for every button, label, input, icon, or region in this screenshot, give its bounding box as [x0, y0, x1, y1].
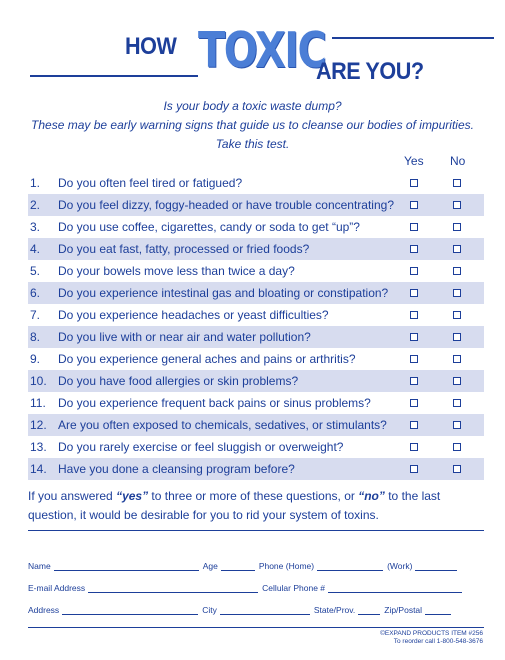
question-row — [28, 436, 484, 458]
question-row — [28, 216, 484, 238]
state-field[interactable] — [358, 605, 380, 615]
age-label: Age — [202, 561, 218, 571]
email-field[interactable] — [88, 583, 258, 593]
question-number: 13. — [30, 440, 47, 454]
age-field[interactable] — [221, 561, 255, 571]
question-text: Do you eat fast, fatty, processed or fried foods? — [58, 242, 310, 256]
yes-checkbox[interactable] — [410, 201, 418, 209]
yes-column-header: Yes — [404, 154, 424, 168]
no-checkbox[interactable] — [453, 179, 461, 187]
name-field[interactable] — [54, 561, 199, 571]
question-number: 14. — [30, 462, 47, 476]
no-checkbox[interactable] — [453, 465, 461, 473]
address-label: Address — [28, 605, 60, 615]
title-left-rule — [30, 75, 198, 77]
question-number: 3. — [30, 220, 41, 234]
yes-checkbox[interactable] — [410, 267, 418, 275]
work-phone-field[interactable] — [415, 561, 457, 571]
phone-home-field[interactable] — [317, 561, 383, 571]
form-bottom-divider — [28, 627, 484, 628]
conclusion-text-2: to three or more of these questions, or — [148, 489, 359, 503]
question-number: 12. — [30, 418, 47, 432]
yes-checkbox[interactable] — [410, 245, 418, 253]
question-row — [28, 458, 484, 480]
no-checkbox[interactable] — [453, 223, 461, 231]
question-row — [28, 282, 484, 304]
question-text: Do your bowels move less than twice a day? — [58, 264, 295, 278]
yes-checkbox[interactable] — [410, 465, 418, 473]
yes-checkbox[interactable] — [410, 333, 418, 341]
question-text: Do you experience intestinal gas and bloating or constipation? — [58, 286, 389, 300]
footer-reorder: To reorder call 1-800-548-3676 — [393, 638, 483, 645]
footer — [380, 630, 483, 646]
question-text: Are you often exposed to chemicals, sedatives, or stimulants? — [58, 418, 387, 432]
question-row — [28, 414, 484, 436]
no-checkbox[interactable] — [453, 267, 461, 275]
question-number: 1. — [30, 176, 41, 190]
question-row — [28, 326, 484, 348]
yes-checkbox[interactable] — [410, 421, 418, 429]
intro-line-1: Is your body a toxic waste dump? — [163, 99, 342, 113]
yes-checkbox[interactable] — [410, 311, 418, 319]
address-field[interactable] — [62, 605, 198, 615]
question-number: 2. — [30, 198, 41, 212]
question-number: 6. — [30, 286, 41, 300]
no-checkbox[interactable] — [453, 289, 461, 297]
work-phone-label: (Work) — [387, 561, 413, 571]
zip-label: Zip/Postal — [384, 605, 423, 615]
question-row — [28, 172, 484, 194]
name-label: Name — [28, 561, 51, 571]
yes-checkbox[interactable] — [410, 377, 418, 385]
no-checkbox[interactable] — [453, 245, 461, 253]
title-banner — [30, 22, 490, 88]
question-row — [28, 194, 484, 216]
conclusion-yes-word: “yes” — [116, 489, 149, 503]
question-text: Do you live with or near air and water pollution? — [58, 330, 311, 344]
no-checkbox[interactable] — [453, 399, 461, 407]
yes-checkbox[interactable] — [410, 289, 418, 297]
question-number: 7. — [30, 308, 41, 322]
title-word-toxic: TOXIC — [198, 22, 326, 79]
question-text: Do you experience general aches and pains or arthritis? — [58, 352, 356, 366]
yes-checkbox[interactable] — [410, 179, 418, 187]
question-number: 11. — [30, 396, 46, 410]
footer-copyright: ©EXPAND PRODUCTS ITEM #256 — [380, 630, 483, 637]
form-row-address — [28, 605, 484, 615]
title-right-rule — [332, 37, 494, 39]
no-checkbox[interactable] — [453, 355, 461, 363]
no-column-header: No — [450, 154, 466, 168]
question-row — [28, 370, 484, 392]
yes-checkbox[interactable] — [410, 443, 418, 451]
no-checkbox[interactable] — [453, 201, 461, 209]
cell-phone-label: Cellular Phone # — [262, 583, 326, 593]
question-text: Do you use coffee, cigarettes, candy or soda to get “up”? — [58, 220, 360, 234]
no-checkbox[interactable] — [453, 443, 461, 451]
question-text: Do you experience frequent back pains or sinus problems? — [58, 396, 371, 410]
question-row — [28, 348, 484, 370]
question-number: 10. — [30, 374, 47, 388]
question-text: Do you feel dizzy, foggy-headed or have trouble concentrating? — [58, 198, 394, 212]
title-word-how: HOW — [125, 33, 177, 60]
state-label: State/Prov. — [313, 605, 356, 615]
yes-checkbox[interactable] — [410, 223, 418, 231]
question-row — [28, 260, 484, 282]
question-row — [28, 304, 484, 326]
city-label: City — [202, 605, 217, 615]
question-number: 8. — [30, 330, 41, 344]
form-row-email — [28, 583, 484, 593]
yes-checkbox[interactable] — [410, 399, 418, 407]
question-text: Do you have food allergies or skin problems? — [58, 374, 299, 388]
form-row-name — [28, 561, 484, 571]
form-top-divider — [28, 530, 484, 531]
intro-line-2: These may be early warning signs that guide us to cleanse our bodies of impurities. — [31, 118, 474, 132]
question-text: Have you done a cleansing program before? — [58, 462, 295, 476]
email-label: E-mail Address — [28, 583, 86, 593]
question-text: Do you experience headaches or yeast difficulties? — [58, 308, 329, 322]
title-word-are-you: ARE YOU? — [316, 58, 424, 85]
no-checkbox[interactable] — [453, 311, 461, 319]
intro-line-3: Take this test. — [215, 137, 290, 151]
no-checkbox[interactable] — [453, 333, 461, 341]
question-number: 9. — [30, 352, 41, 366]
question-row — [28, 238, 484, 260]
conclusion-paragraph — [28, 487, 486, 525]
cell-phone-field[interactable] — [328, 583, 462, 593]
question-text: Do you rarely exercise or feel sluggish or overweight? — [58, 440, 344, 454]
conclusion-no-word: “no” — [358, 489, 385, 503]
question-list — [28, 172, 484, 480]
yes-checkbox[interactable] — [410, 355, 418, 363]
city-field[interactable] — [220, 605, 310, 615]
no-checkbox[interactable] — [453, 421, 461, 429]
no-checkbox[interactable] — [453, 377, 461, 385]
question-text: Do you often feel tired or fatigued? — [58, 176, 243, 190]
conclusion-text-3: to the last question, it would be desirable for you to rid your system of toxins. — [28, 489, 441, 522]
zip-field[interactable] — [425, 605, 451, 615]
question-number: 5. — [30, 264, 41, 278]
question-number: 4. — [30, 242, 41, 256]
question-row — [28, 392, 484, 414]
phone-home-label: Phone (Home) — [258, 561, 315, 571]
conclusion-text-1: If you answered — [28, 489, 117, 503]
